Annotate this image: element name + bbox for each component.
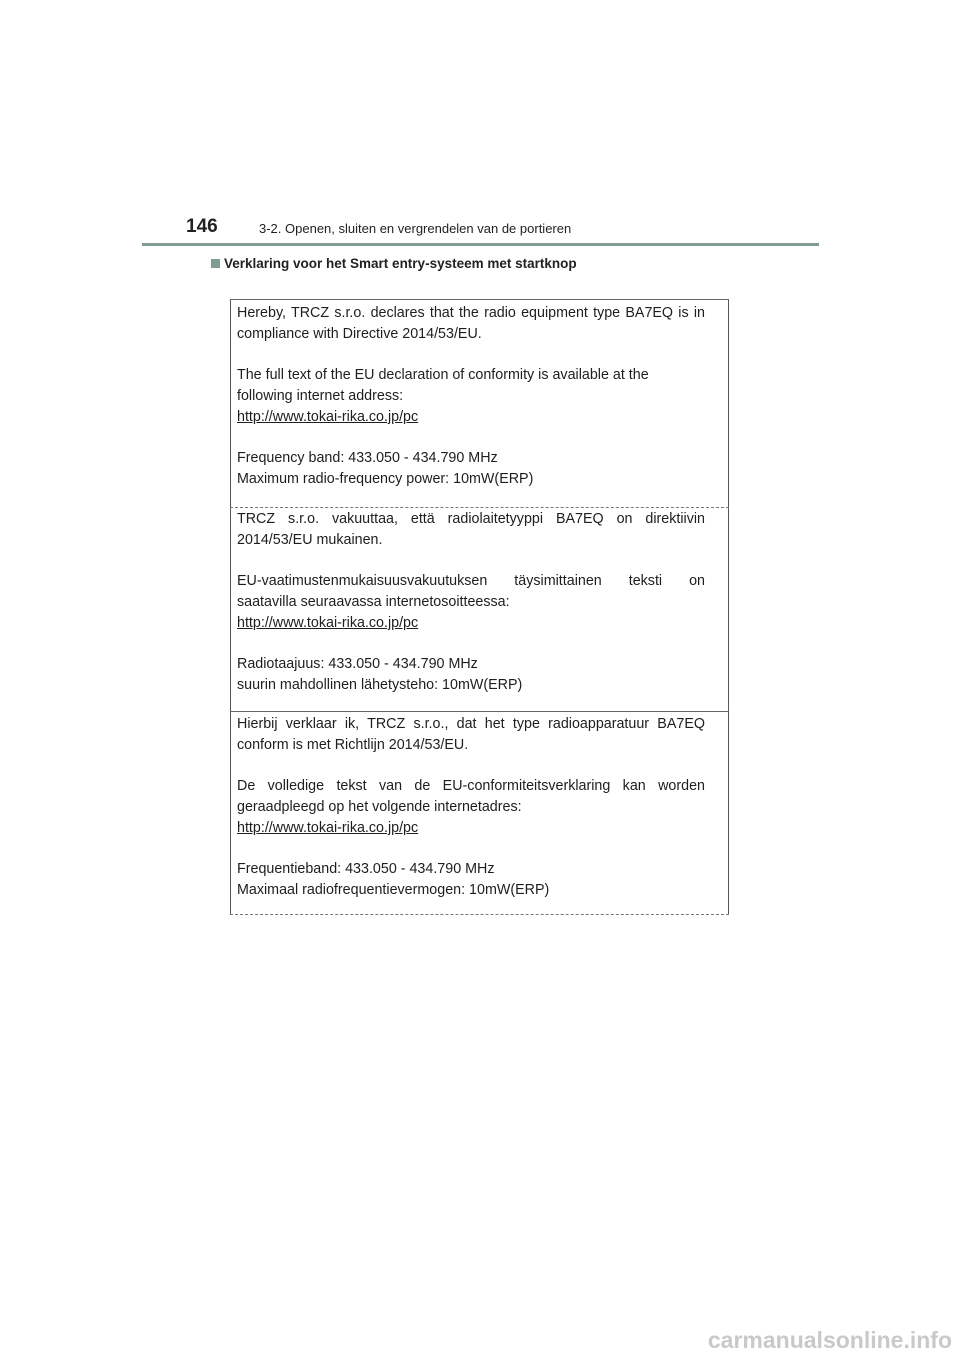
header-rule <box>142 243 819 246</box>
fulltext-line: following internet address: <box>237 388 404 404</box>
section-heading-text: Verklaring voor het Smart entry-systeem met startknop <box>224 256 577 271</box>
statement-line: TRCZ s.r.o. vakuuttaa, että radiolaitetyyppi BA7EQ on direktiivin <box>237 511 705 527</box>
power-line: Maximum radio-frequency power: 10mW(ERP) <box>237 471 534 487</box>
frequency-line: Frequency band: 433.050 - 434.790 MHz <box>237 450 498 466</box>
power-line: Maximaal radiofrequentievermogen: 10mW(ERP) <box>237 882 550 898</box>
statement-line: Hierbij verklaar ik, TRCZ s.r.o., dat het type radioapparatuur BA7EQ <box>237 716 705 732</box>
page-number: 146 <box>186 216 218 237</box>
frequency-line: Frequentieband: 433.050 - 434.790 MHz <box>237 861 495 877</box>
fulltext-line: geraadpleegd op het volgende internetadres: <box>237 799 522 815</box>
fulltext-line: The full text of the EU declaration of conformity is available at the <box>237 367 649 383</box>
square-bullet-icon <box>211 259 220 268</box>
statement-line: compliance with Directive 2014/53/EU. <box>237 326 482 342</box>
declaration-finnish <box>237 509 705 696</box>
declaration-url-link[interactable]: http://www.tokai-rika.co.jp/pc <box>237 615 419 631</box>
chapter-title: 3-2. Openen, sluiten en vergrendelen van de portieren <box>259 221 572 236</box>
fulltext-line: EU-vaatimustenmukaisuusvakuutuksen täysimittainen teksti on <box>237 573 705 589</box>
declaration-url-link[interactable]: http://www.tokai-rika.co.jp/pc <box>237 409 419 425</box>
watermark-logo: carmanualsonline.info <box>707 1327 952 1353</box>
fulltext-line: saatavilla seuraavassa internetosoitteessa: <box>237 594 510 610</box>
box-divider-2 <box>230 711 729 712</box>
declaration-dutch <box>237 714 705 901</box>
section-heading <box>211 256 577 271</box>
box-bottom-border <box>230 914 729 915</box>
statement-line: 2014/53/EU mukainen. <box>237 532 383 548</box>
statement-line: Hereby, TRCZ s.r.o. declares that the radio equipment type BA7EQ is in <box>237 305 705 321</box>
declaration-english <box>237 303 705 490</box>
declaration-url-link[interactable]: http://www.tokai-rika.co.jp/pc <box>237 820 419 836</box>
fulltext-line: De volledige tekst van de EU-conformiteitsverklaring kan worden <box>237 778 705 794</box>
power-line: suurin mahdollinen lähetysteho: 10mW(ERP) <box>237 677 523 693</box>
frequency-line: Radiotaajuus: 433.050 - 434.790 MHz <box>237 656 478 672</box>
statement-line: conform is met Richtlijn 2014/53/EU. <box>237 737 469 753</box>
box-top-border <box>230 299 729 300</box>
box-divider-1 <box>230 507 729 508</box>
